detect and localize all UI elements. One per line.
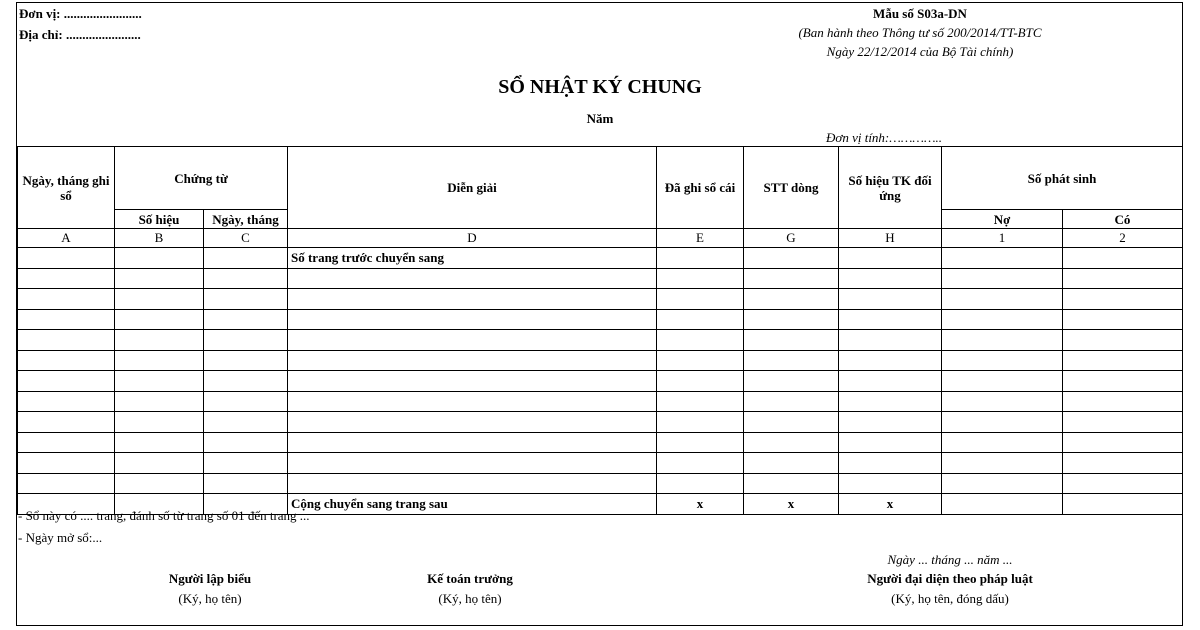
ledger-row [18,473,1183,494]
letter-cell: E [657,229,744,248]
ledger-cell [1063,412,1183,433]
header-date: Ngày, tháng ghi sổ [18,147,115,229]
ledger-cell [115,330,204,351]
ledger-cell [657,432,744,453]
preparer-note: (Ký, họ tên) [178,591,242,606]
ledger-cell [18,330,115,351]
ledger-cell [657,309,744,330]
ledger-cell [657,289,744,310]
journal-table [17,146,1183,515]
ledger-cell [744,412,839,433]
ledger-cell [1063,350,1183,371]
letter-cell: H [839,229,942,248]
ledger-cell [744,350,839,371]
letter-cell: C [204,229,288,248]
ledger-cell [942,268,1063,289]
ledger-cell [942,309,1063,330]
unit-line: Đơn vị: ........................ [19,6,142,21]
ledger-row [18,330,1183,351]
ledger-cell [657,350,744,371]
ledger-cell [115,309,204,330]
ledger-cell [744,289,839,310]
ledger-cell [839,473,942,494]
carried-in-row [18,248,1183,269]
ledger-cell [744,268,839,289]
ledger-cell [204,371,288,392]
x-mark: x [744,494,839,515]
ledger-cell [839,289,942,310]
ledger-cell [18,473,115,494]
ledger-cell [288,350,657,371]
ledger-cell [288,309,657,330]
ledger-cell [204,289,288,310]
issued-circular: (Ban hành theo Thông tư số 200/2014/TT-BTC [798,25,1042,40]
ledger-cell [204,473,288,494]
header-posted: Đã ghi sổ cái [657,147,744,229]
chief-accountant-title: Kế toán trưởng [427,571,513,586]
form-number: Mẫu số S03a-DN [873,6,967,21]
letter-cell: B [115,229,204,248]
ledger-cell [18,453,115,474]
ledger-cell [288,412,657,433]
ledger-cell [744,330,839,351]
letter-cell: 1 [942,229,1063,248]
ledger-cell [839,432,942,453]
ledger-cell [115,453,204,474]
ledger-row [18,350,1183,371]
ledger-cell [115,432,204,453]
x-mark: x [657,494,744,515]
ledger-cell [942,473,1063,494]
ledger-cell [115,371,204,392]
ledger-cell [744,371,839,392]
ledger-cell [18,371,115,392]
column-letters-row [18,229,1183,248]
ledger-cell [288,268,657,289]
chief-accountant-note: (Ký, họ tên) [438,591,502,606]
ledger-cell [18,309,115,330]
ledger-cell [115,268,204,289]
ledger-row [18,412,1183,433]
ledger-cell [115,289,204,310]
document-title: SỔ NHẬT KÝ CHUNG [498,76,702,98]
ledger-cell [1063,309,1183,330]
ledger-row [18,289,1183,310]
ledger-cell [288,289,657,310]
x-mark: x [839,494,942,515]
ledger-cell [657,268,744,289]
ledger-cell [657,453,744,474]
ledger-cell [18,391,115,412]
ledger-cell [657,330,744,351]
ledger-cell [18,268,115,289]
ledger-cell [115,391,204,412]
ledger-cell [115,473,204,494]
ledger-cell [204,432,288,453]
letter-cell: D [288,229,657,248]
ledger-cell [942,412,1063,433]
ledger-cell [839,412,942,433]
ledger-row [18,453,1183,474]
ledger-cell [204,391,288,412]
letter-cell: A [18,229,115,248]
ledger-cell [657,371,744,392]
year-label: Năm [586,111,614,126]
ledger-cell [942,371,1063,392]
ledger-cell [839,330,942,351]
ledger-cell [657,473,744,494]
ledger-cell [744,473,839,494]
header-line-no: STT dòng [744,147,839,229]
ledger-cell [942,289,1063,310]
note-open-date: - Ngày mở sổ:... [18,530,103,545]
header-account: Số hiệu TK đối ứng [839,147,942,229]
header-credit: Có [1063,210,1183,229]
ledger-cell [839,391,942,412]
letter-cell: 2 [1063,229,1183,248]
ledger-cell [1063,473,1183,494]
ledger-cell [942,391,1063,412]
ledger-cell [288,330,657,351]
ledger-cell [1063,453,1183,474]
legal-rep-title: Người đại diện theo pháp luật [867,571,1033,586]
ledger-cell [942,330,1063,351]
header-debit: Nợ [942,210,1063,229]
ledger-cell [288,453,657,474]
ledger-cell [744,391,839,412]
ledger-cell [1063,371,1183,392]
header-voucher: Chứng từ [115,147,288,210]
ledger-cell [839,350,942,371]
carried-out-label: Cộng chuyển sang trang sau [288,494,657,515]
ledger-cell [1063,289,1183,310]
ledger-cell [18,432,115,453]
ledger-cell [288,473,657,494]
header-amount: Số phát sinh [942,147,1183,210]
ledger-cell [942,432,1063,453]
header-voucher-date: Ngày, tháng [204,210,288,229]
ledger-cell [204,309,288,330]
ledger-cell [204,412,288,433]
ledger-cell [204,268,288,289]
letter-cell: G [744,229,839,248]
ledger-cell [657,391,744,412]
ledger-cell [288,371,657,392]
ledger-cell [288,391,657,412]
address-line: Địa chỉ: ....................... [19,27,141,42]
ledger-cell [18,350,115,371]
ledger-cell [657,412,744,433]
carried-in-label: Số trang trước chuyển sang [288,248,657,269]
ledger-cell [839,371,942,392]
ledger-cell [1063,432,1183,453]
blank-rows [18,268,1183,494]
note-pages: - Sổ này có .... trang, đánh số từ trang số 01 đến trang ... [18,508,310,523]
issued-date: Ngày 22/12/2014 của Bộ Tài chính) [826,44,1014,59]
ledger-cell [1063,268,1183,289]
ledger-cell [288,432,657,453]
ledger-cell [744,309,839,330]
ledger-row [18,309,1183,330]
ledger-row [18,391,1183,412]
ledger-cell [942,453,1063,474]
ledger-cell [839,268,942,289]
ledger-cell [839,453,942,474]
signature-date: Ngày ... tháng ... năm ... [887,552,1013,567]
currency-unit: Đơn vị tính:………….. [826,130,942,145]
ledger-row [18,432,1183,453]
ledger-cell [1063,330,1183,351]
ledger-cell [115,412,204,433]
ledger-cell [839,309,942,330]
ledger-cell [204,330,288,351]
ledger-row [18,371,1183,392]
ledger-cell [1063,391,1183,412]
ledger-cell [115,350,204,371]
ledger-cell [942,350,1063,371]
preparer-title: Người lập biểu [168,571,252,586]
ledger-cell [18,289,115,310]
ledger-cell [744,453,839,474]
header-description: Diễn giải [288,147,657,229]
header-voucher-no: Số hiệu [115,210,204,229]
legal-rep-note: (Ký, họ tên, đóng dấu) [891,591,1009,606]
ledger-cell [204,350,288,371]
ledger-cell [744,432,839,453]
ledger-cell [204,453,288,474]
ledger-row [18,268,1183,289]
ledger-cell [18,412,115,433]
